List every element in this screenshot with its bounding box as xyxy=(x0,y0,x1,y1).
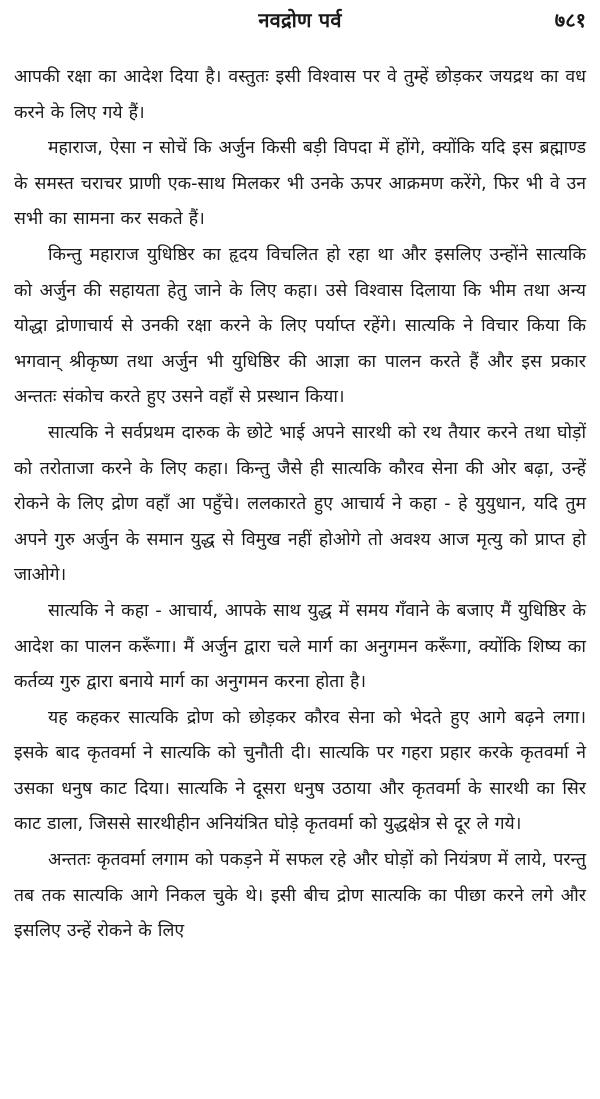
paragraph-continuation: आपकी रक्षा का आदेश दिया है। वस्तुतः इसी विश्वास पर वे तुम्हें छोड़कर जयद्रथ का वध करने के लिए गये हैं। xyxy=(14,67,586,123)
paragraph: सात्यकि ने कहा - आचार्य, आपके साथ युद्ध में समय गँवाने के बजाए मैं युधिष्ठिर के आदेश का पालन करूँगा। मैं अर्जुन द्वारा चले मार्ग का अनुगमन करूँगा, क्योंकि शिष्य का कर्तव्य गुरु द्वारा बनाये मार्ग का अनुगमन करना होता है। xyxy=(14,600,586,693)
page-header xyxy=(14,0,586,60)
page-body xyxy=(14,60,586,950)
paragraph: किन्तु महाराज युधिष्ठिर का हृदय विचलित हो रहा था और इसलिए उन्होंने सात्यकि को अर्जुन की सहायता हेतु जाने के लिए कहा। उसे विश्वास दिलाया कि भीम तथा अन्य योद्धा द्रोणाचार्य से उनकी रक्षा करने के लिए पर्याप्त रहेंगे। सात्यकि ने विचार किया कि भगवान् श्रीकृष्ण तथा अर्जुन भी युधिष्ठिर की आज्ञा का पालन करते हैं और इस प्रकार अन्ततः संकोच करते हुए उसने वहाँ से प्रस्थान किया। xyxy=(14,244,586,408)
paragraph: अन्ततः कृतवर्मा लगाम को पकड़ने में सफल रहे और घोड़ों को नियंत्रण में लाये, परन्तु तब तक सात्यकि आगे निकल चुके थे। इसी बीच द्रोण सात्यकि का पीछा करने लगे और इसलिए उन्हें रोकने के लिए xyxy=(14,850,586,942)
page-number: ७८१ xyxy=(554,8,586,32)
chapter-title: नवद्रोण पर्व xyxy=(258,8,342,32)
paragraph: यह कहकर सात्यकि द्रोण को छोड़कर कौरव सेना को भेदते हुए आगे बढ़ने लगा। इसके बाद कृतवर्मा ने सात्यकि को चुनौती दी। सात्यकि पर गहरा प्रहार करके कृतवर्मा ने उसका धनुष काट दिया। सात्यकि ने दूसरा धनुष उठाया और कृतवर्मा के सारथी का सिर काट डाला, जिससे सारथीहीन अनियंत्रित घोड़े कृतवर्मा को युद्धक्षेत्र से दूर ले गये। xyxy=(14,707,586,835)
paragraph: महाराज, ऐसा न सोचें कि अर्जुन किसी बड़ी विपदा में होंगे, क्योंकि यदि इस ब्रह्माण्ड के समस्त चराचर प्राणी एक-साथ मिलकर भी उनके ऊपर आक्रमण करेंगे, फिर भी वे उन सभी का सामना कर सकते हैं। xyxy=(14,138,586,230)
paragraph: सात्यकि ने सर्वप्रथम दारुक के छोटे भाई अपने सारथी को रथ तैयार करने तथा घोड़ों को तरोताजा करने के लिए कहा। किन्तु जैसे ही सात्यकि कौरव सेना की ओर बढ़ा, उन्हें रोकने के लिए द्रोण वहाँ आ पहुँचे। ललकारते हुए आचार्य ने कहा - हे युयुधान, यदि तुम अपने गुरु अर्जुन के समान युद्ध से विमुख नहीं होओगे तो अवश्य आज मृत्यु को प्राप्त हो जाओगे। xyxy=(14,422,586,586)
